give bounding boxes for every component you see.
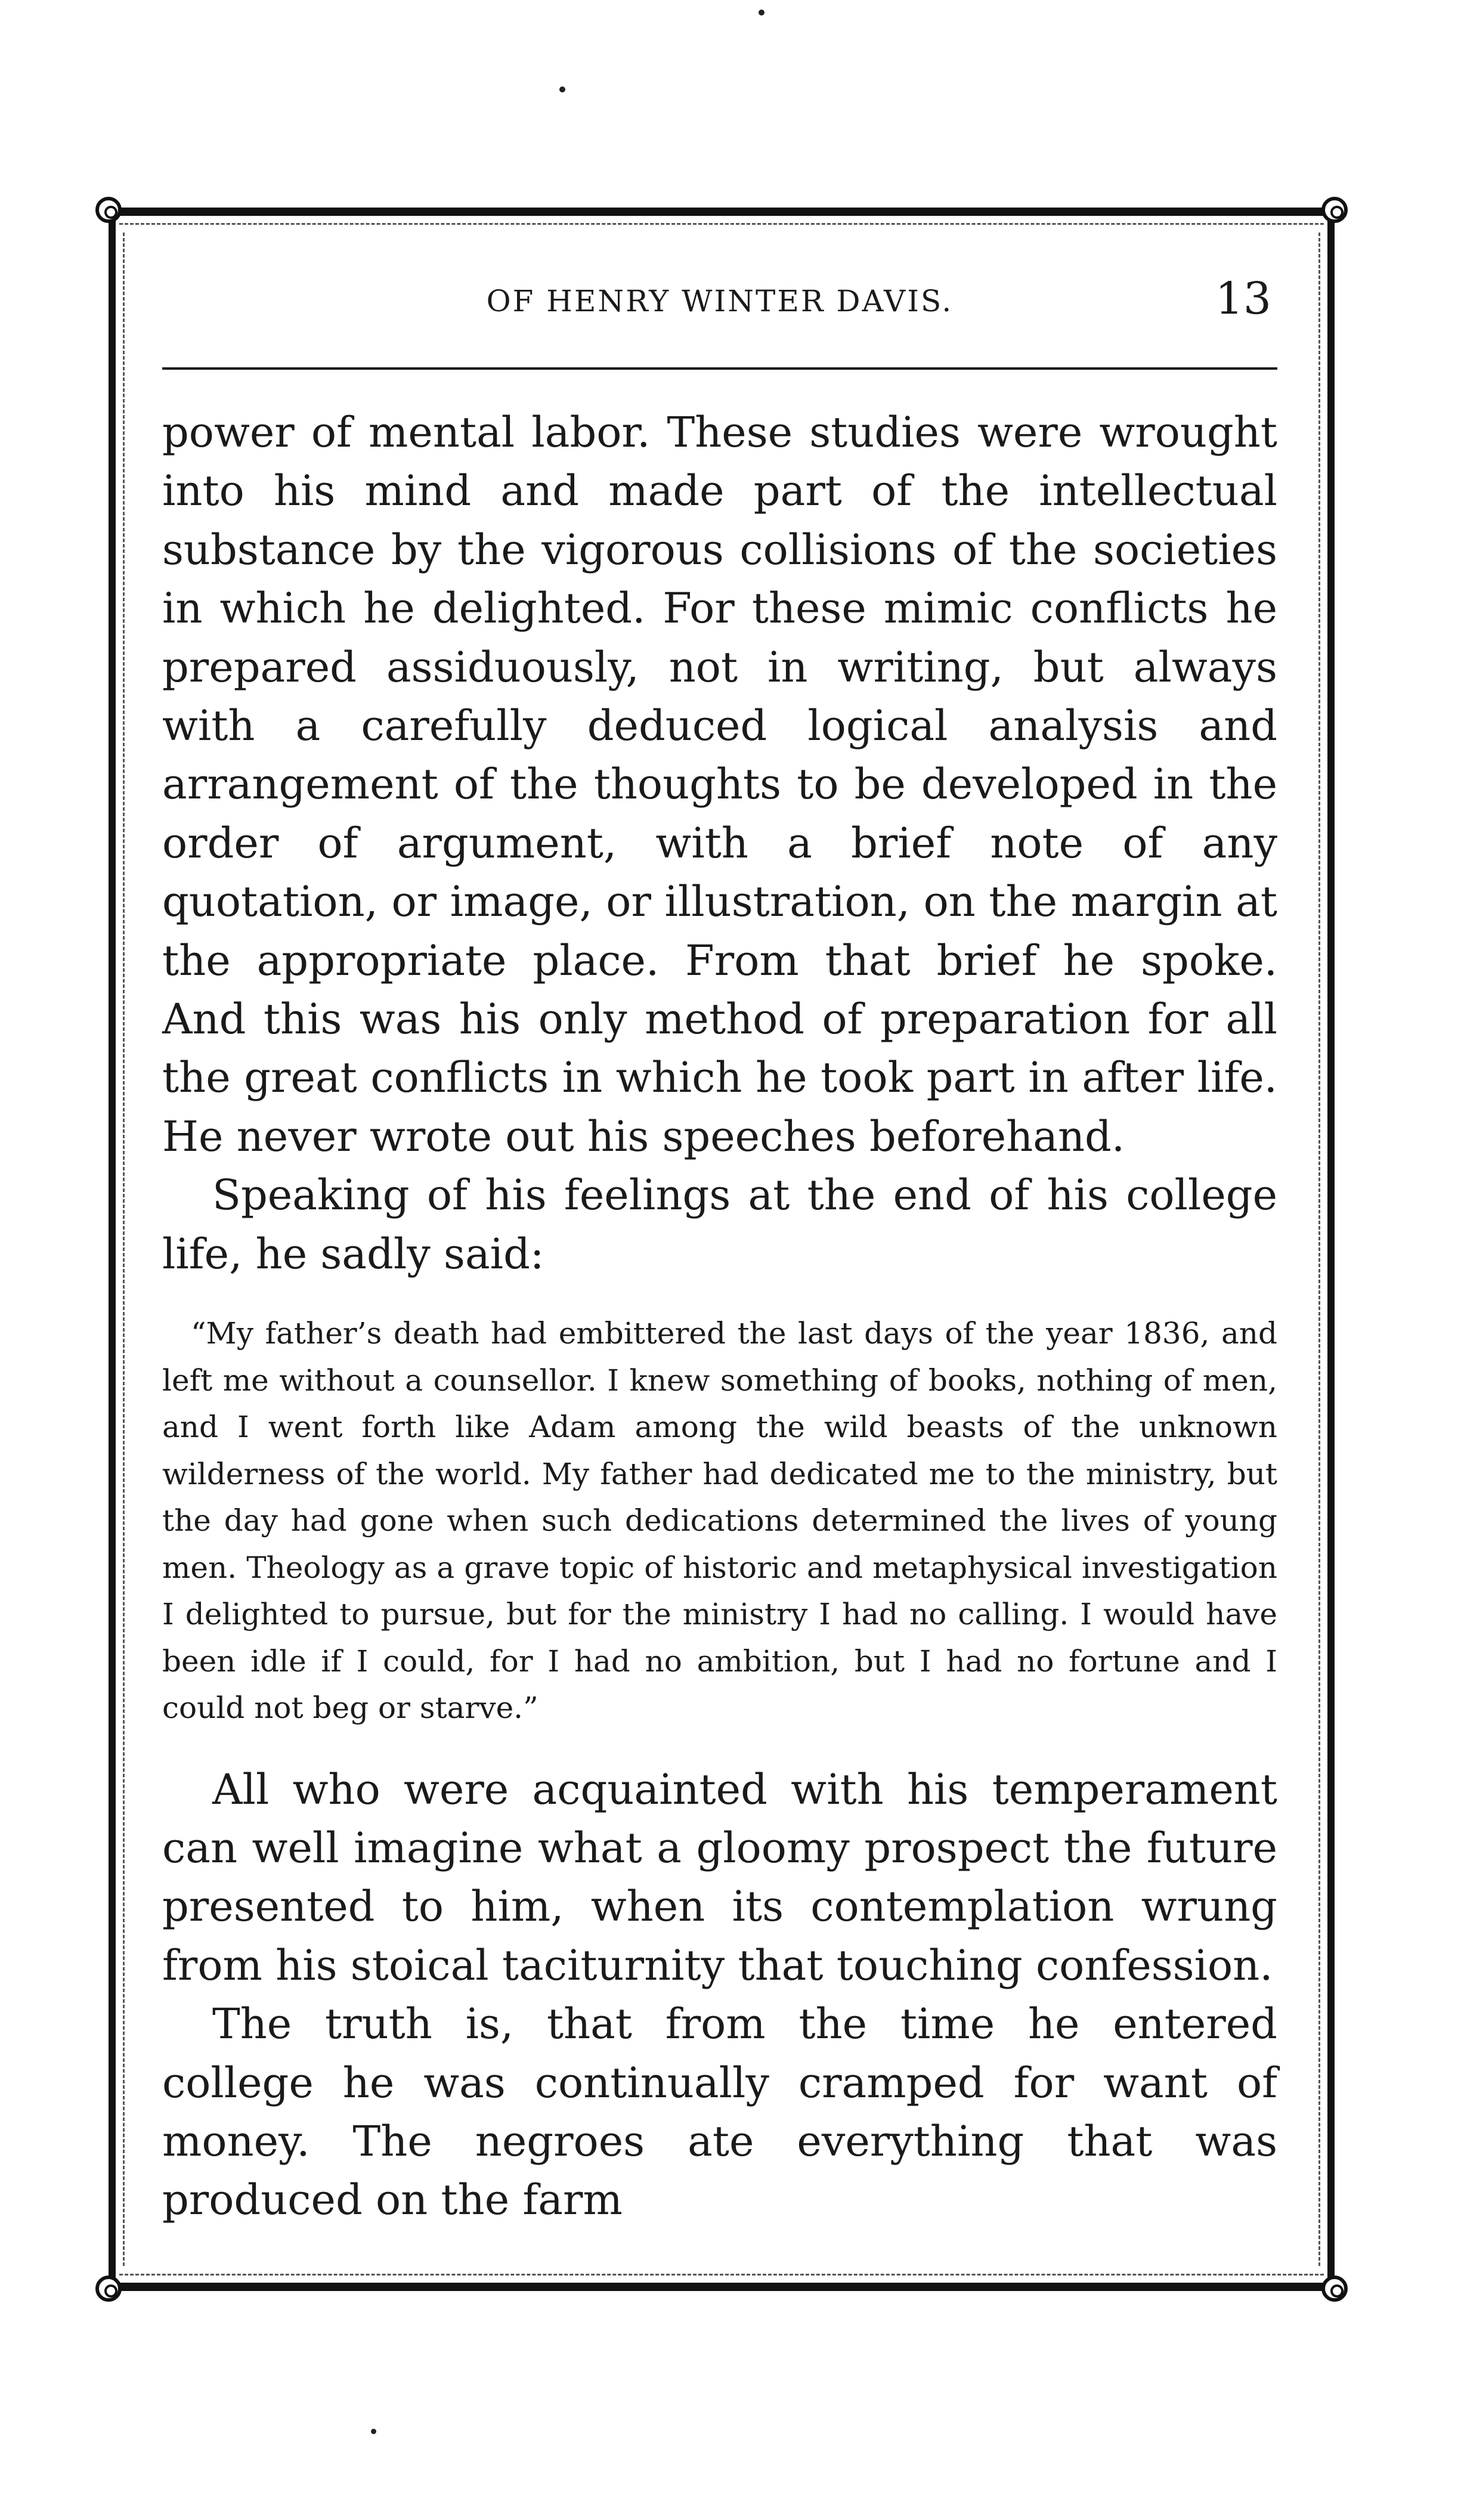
corner-ornament-icon — [1321, 197, 1348, 223]
paragraph: The truth is, that from the time he entered college he was continually cramped for want of money. The negroes ate everything that was produced on the farm — [162, 1999, 1277, 2225]
frame-top-rule — [106, 208, 1337, 216]
ink-speck — [559, 86, 565, 92]
ink-speck — [371, 2429, 376, 2434]
frame-top-dashed-rule — [119, 223, 1324, 225]
frame-left-rule — [109, 208, 116, 2291]
ink-speck — [759, 10, 764, 16]
body-text — [162, 403, 1277, 2230]
corner-ornament-icon — [1321, 2276, 1348, 2302]
paragraph: Speaking of his feelings at the end of his college life, he sadly said: — [162, 1171, 1277, 1278]
frame-right-rule — [1327, 208, 1335, 2291]
corner-ornament-icon — [95, 197, 122, 223]
running-title: OF HENRY WINTER DAVIS. — [486, 284, 954, 318]
paragraph: All who were acquainted with his temperament can well imagine what a gloomy prospect the future presented to him, when its contemplation wrung from his stoical taciturnity that touching confession. — [162, 1764, 1277, 1990]
frame-right-dashed-rule — [1318, 233, 1320, 2266]
frame-left-dashed-rule — [123, 233, 125, 2266]
paragraph: power of mental labor. These studies were wrought into his mind and made part of the intellectual substance by the vigorous collisions of the societies in which he delighted. For these mimic conflicts he prepared assiduously, not in writing, but always with a carefully deduced logical analysis and arrangement of the thoughts to be developed in the order of argument, with a brief note of any quotation, or image, or illustration, on the margin at the appropriate place. From that brief he spoke. And this was his only method of preparation for all the great conflicts in which he took part in after life. He never wrote out his speeches beforehand. — [162, 408, 1277, 1161]
running-head — [162, 273, 1277, 327]
page-number: 13 — [1215, 273, 1271, 324]
frame-bottom-rule — [106, 2283, 1337, 2291]
frame-bottom-dashed-rule — [119, 2274, 1324, 2276]
header-rule — [162, 367, 1277, 370]
block-quotation: “My father’s death had embittered the last days of the year 1836, and left me without a counsellor. I knew something of books, nothing of men, and I went forth like Adam among the wild beasts of the unknown wilderness of the world. My father had dedicated me to the ministry, but the day had gone when such dedications determined the lives of young men. Theology as a grave topic of historic and metaphysical investigation I delighted to pursue, but for the ministry I had no calling. I would have been idle if I could, for I had no ambition, but I had no fortune and I could not beg or starve.” — [162, 1316, 1277, 1726]
corner-ornament-icon — [95, 2276, 122, 2302]
